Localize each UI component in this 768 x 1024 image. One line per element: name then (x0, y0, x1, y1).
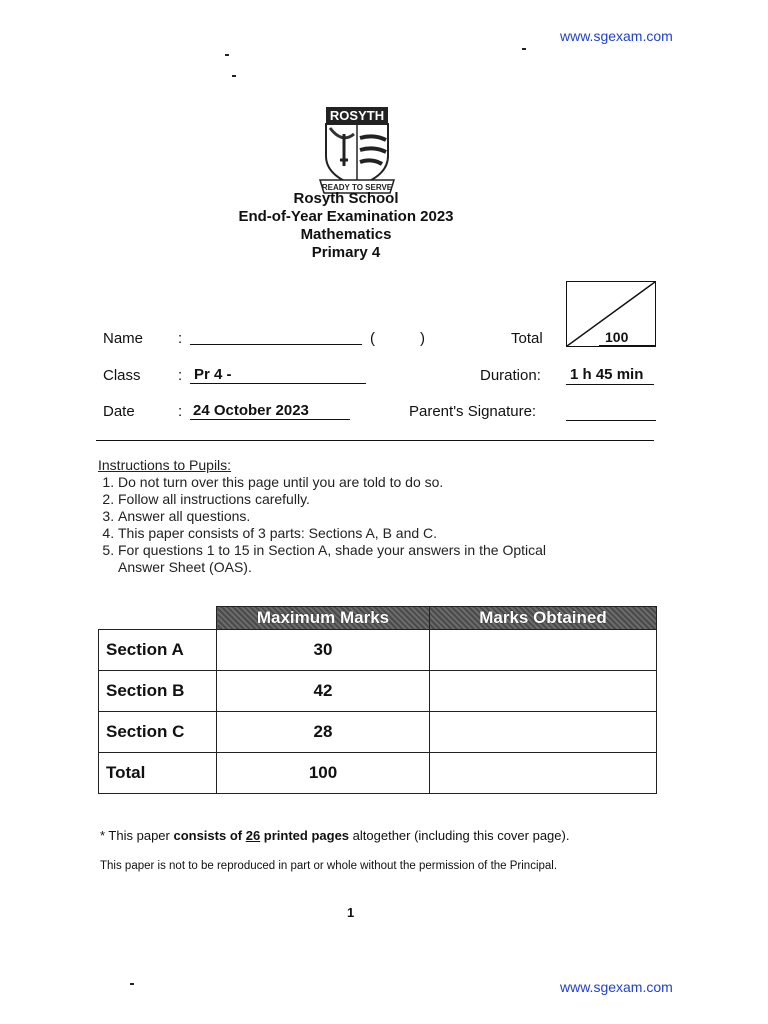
parent-signature-line[interactable] (566, 420, 656, 421)
instruction-item: 4. This paper consists of 3 parts: Sections A, B and C. (118, 525, 588, 542)
header-maximum-marks: Maximum Marks (217, 607, 430, 630)
maximum-marks-cell: 30 (217, 630, 430, 671)
date-colon: : (178, 403, 183, 420)
subject-title: Mathematics (300, 226, 392, 243)
section-name: Section C (99, 712, 217, 753)
duration-underline (566, 384, 654, 385)
marks-table (98, 606, 657, 794)
scan-speck (522, 48, 526, 50)
scan-speck (130, 983, 134, 985)
section-name: Total (99, 753, 217, 794)
marks-obtained-cell[interactable] (430, 630, 657, 671)
copyright-notice: This paper is not to be reproduced in part or whole without the permission of the Principal. (100, 860, 558, 872)
instructions-block (98, 457, 588, 576)
total-marks-box (566, 281, 656, 347)
scan-speck (232, 75, 236, 77)
instructions-heading: Instructions to Pupils: (98, 457, 232, 473)
date-underline (190, 419, 350, 420)
svg-text:ROSYTH: ROSYTH (329, 108, 385, 123)
class-input-line[interactable] (190, 383, 366, 384)
school-crest-logo (318, 104, 396, 196)
header-blank-cell (99, 607, 217, 630)
note-bold-consists: consists of (173, 828, 246, 843)
maximum-marks-cell: 28 (217, 712, 430, 753)
section-name: Section B (99, 671, 217, 712)
index-close-paren: ) (420, 330, 425, 347)
exam-title: End-of-Year Examination 2023 (238, 208, 454, 225)
scan-speck (225, 54, 229, 56)
total-value: 100 (605, 329, 629, 345)
section-name: Section A (99, 630, 217, 671)
marks-table-header-row (99, 607, 657, 630)
note-page-count: 26 (245, 828, 261, 843)
instructions-list (98, 474, 588, 576)
name-input-line[interactable] (190, 344, 362, 345)
parent-signature-label: Parent's Signature: (409, 403, 537, 420)
total-label: Total (511, 330, 543, 347)
header-separator (96, 440, 654, 441)
instruction-item: 2. Follow all instructions carefully. (118, 491, 588, 508)
header-marks-obtained: Marks Obtained (430, 607, 657, 630)
marks-obtained-cell[interactable] (430, 712, 657, 753)
class-value: Pr 4 - (194, 366, 232, 383)
duration-label: Duration: (480, 367, 541, 384)
page-number: 1 (347, 905, 355, 920)
note-suffix: altogether (including this cover page). (349, 828, 570, 843)
name-label: Name (103, 330, 144, 347)
note-prefix: * This paper (100, 828, 174, 843)
name-colon: : (178, 330, 183, 347)
table-row (99, 753, 657, 794)
website-link-top[interactable]: www.sgexam.com (560, 28, 673, 44)
date-value: 24 October 2023 (193, 402, 309, 419)
table-row (99, 630, 657, 671)
level-title: Primary 4 (311, 244, 381, 261)
marks-obtained-cell[interactable] (430, 753, 657, 794)
table-row (99, 671, 657, 712)
svg-text:READY TO SERVE: READY TO SERVE (321, 183, 393, 192)
instruction-item: 1. Do not turn over this page until you are told to do so. (118, 474, 588, 491)
maximum-marks-cell: 42 (217, 671, 430, 712)
instruction-item: 5. For questions 1 to 15 in Section A, shade your answers in the Optical Answer Sheet (OAS). (118, 542, 588, 576)
page-count-note (100, 828, 569, 843)
website-link-bottom[interactable]: www.sgexam.com (560, 979, 673, 995)
instruction-item: 3. Answer all questions. (118, 508, 588, 525)
date-label: Date (103, 403, 135, 420)
total-underline (599, 345, 655, 346)
table-row (99, 712, 657, 753)
class-label: Class (103, 367, 141, 384)
note-bold-pages: printed pages (260, 828, 350, 843)
class-colon: : (178, 367, 183, 384)
marks-obtained-cell[interactable] (430, 671, 657, 712)
maximum-marks-cell: 100 (217, 753, 430, 794)
duration-value: 1 h 45 min (570, 366, 644, 383)
index-open-paren: ( (370, 330, 375, 347)
school-name: Rosyth School (293, 190, 399, 207)
